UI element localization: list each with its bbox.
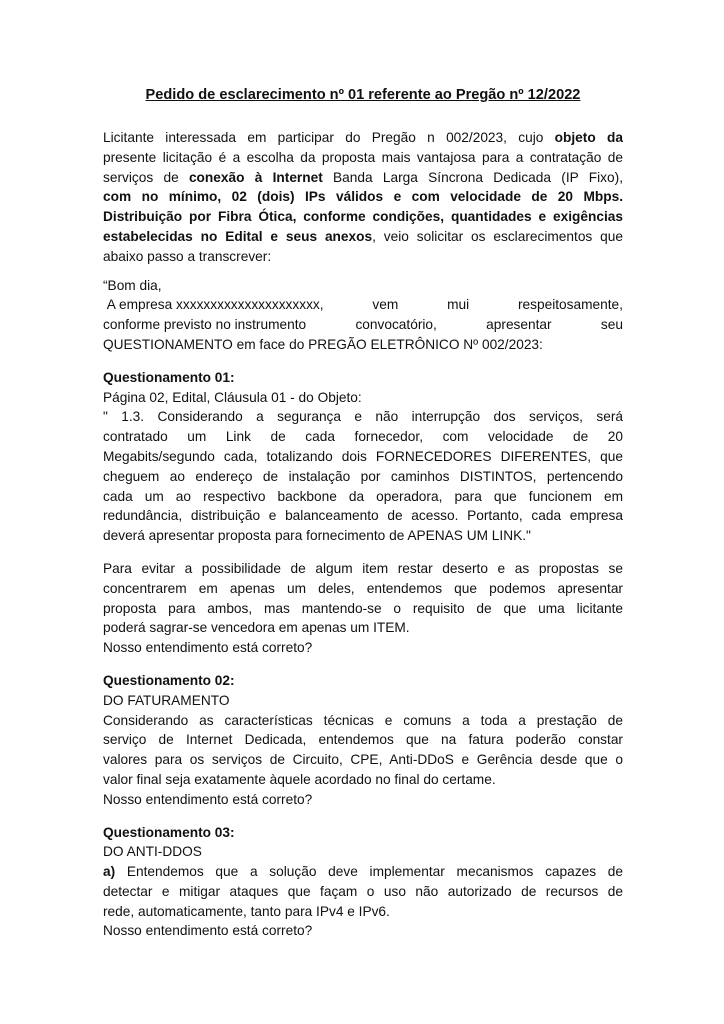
text: concentrarem em apenas um deles, entendemos que podemos apresentar [103,580,623,596]
text-line [103,187,623,207]
text-line [103,295,623,315]
bold-text: Distribuição por Fibra Ótica, conforme condições, quantidades e exigências [103,209,623,225]
text: presente licitação é a escolha da proposta mais vantajosa para a contratação de [103,149,623,165]
text-line [103,128,623,148]
entendimento-01 [103,559,623,658]
text: Nosso entendimento está correto? [103,640,313,656]
document-title: Pedido de esclarecimento nº 01 referente ao Pregão nº 12/2022 [145,87,581,103]
text: valores para os serviços de Circuito, CPE, Anti-DDoS e Gerência desde que o [103,752,623,768]
text: mui [447,297,470,313]
questionamento-03 [103,823,623,942]
text: deverá apresentar proposta para fornecimento de APENAS UM LINK." [103,528,531,544]
text: vem [372,297,399,313]
text: “Bom dia, [103,277,162,293]
text-line [103,902,623,922]
bold-text: objeto da [554,130,623,145]
text: redundância, distribuição e balanceamento de acesso. Portanto, cada empresa [103,508,623,524]
text: conforme previsto no instrumento [103,317,307,333]
text-line [103,506,623,526]
text: Nosso entendimento está correto? [103,923,313,939]
text: abaixo passo a transcrever: [103,248,272,264]
text-line [103,671,623,691]
text: serviços de [103,169,189,185]
document-content [103,86,623,941]
text-line [103,467,623,487]
text: cada um ao respectivo backbone da operadora, para que funcionem em [103,488,623,504]
bold-text: conexão à Internet [188,169,323,185]
questionamento-02 [103,671,623,810]
text-line [103,388,623,408]
text: " 1.3. Considerando a segurança e não interrupção dos serviços, será [103,409,623,425]
text-line [103,526,623,546]
text: Nosso entendimento está correto? [103,791,313,807]
text-line [103,842,623,862]
text-line [103,227,623,247]
text: Megabits/segundo cada, totalizando dois FORNECEDORES DIFERENTES, que [103,448,623,464]
text-line [103,750,623,770]
text: convocatório, [355,317,437,333]
text-line [103,711,623,731]
text-line [103,730,623,750]
text-line [103,691,623,711]
text-line [103,823,623,843]
bold-text: a) [103,864,116,880]
text: serviço de Internet Dedicada, entendemos que na fatura poderão constar [103,732,623,748]
text-line [103,921,623,941]
text: seu [600,317,623,333]
text: cheguem ao endereço de instalação por caminhos DISTINTOS, pertencendo [103,468,623,484]
text: Página 02, Edital, Cláusula 01 - do Objeto: [103,389,362,405]
text-line [103,862,623,882]
bold-text: Questionamento 01: [103,369,235,385]
document-blocks [103,128,623,941]
text: apresentar [486,317,552,333]
text: Entendemos que a solução deve implementar mecanismos capazes de [115,864,623,880]
bold-text: Questionamento 02: [103,672,235,688]
text-line [103,407,623,427]
text-line [103,638,623,658]
text: valor final seja exatamente àquele acordado no final do certame. [103,771,496,787]
text-line [103,207,623,227]
text: poderá sagrar-se vencedora em apenas um ITEM. [103,620,410,636]
text: DO FATURAMENTO [103,692,230,708]
quote-intro-paragraph [103,276,623,355]
text-line [103,168,623,188]
text-line [103,148,623,168]
text: Banda Larga Síncrona Dedicada (IP Fixo), [322,169,623,185]
text-line [103,427,623,447]
text: proposta para ambos, mas mantendo-se o requisito de que uma licitante [103,600,623,616]
text-line [103,882,623,902]
text-line [103,770,623,790]
text: Para evitar a possibilidade de algum item restar deserto e as propostas se [103,560,623,576]
text: rede, automaticamente, tanto para IPv4 e IPv6. [103,903,390,919]
text-line [103,247,623,267]
text-line [103,315,623,335]
text: , veio solicitar os esclarecimentos que [372,228,623,244]
text: respeitosamente, [517,297,623,313]
text-line [103,368,623,388]
text-line [103,790,623,810]
intro-paragraph [103,128,623,267]
text-line [103,276,623,296]
text-line [103,487,623,507]
text-line [103,599,623,619]
text-line [103,335,623,355]
text: DO ANTI-DDOS [103,844,202,860]
text-line [103,579,623,599]
bold-text: estabelecidas no Edital e seus anexos [103,228,373,244]
text: contratado um Link de cada fornecedor, com velocidade de 20 [103,429,623,445]
text: A empresa xxxxxxxxxxxxxxxxxxxxx, [103,297,324,313]
text-line [103,559,623,579]
text: detectar e mitigar ataques que façam o uso não autorizado de recursos de [103,883,623,899]
bold-text: com no mínimo, 02 (dois) IPs válidos e com velocidade de 20 Mbps. [103,189,623,205]
text-line [103,618,623,638]
text: Licitante interessada em participar do Pregão n 002/2023, cujo [103,130,555,145]
text: Considerando as características técnicas e comuns a toda a prestação de [103,712,623,728]
text: QUESTIONAMENTO em face do PREGÃO ELETRÔNICO Nº 002/2023: [103,336,543,352]
questionamento-01 [103,368,623,546]
bold-text: Questionamento 03: [103,824,235,840]
text-line [103,447,623,467]
